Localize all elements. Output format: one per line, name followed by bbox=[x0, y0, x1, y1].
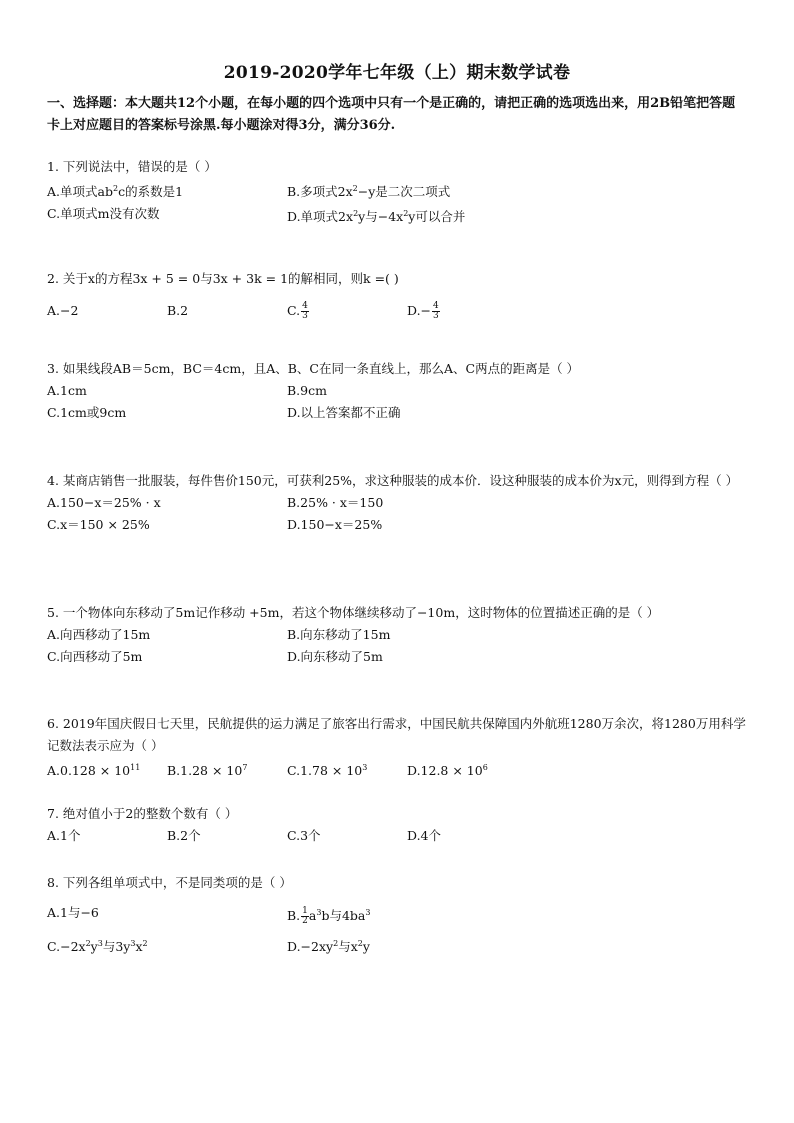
superscript: 2 bbox=[353, 209, 359, 219]
option-a bbox=[47, 757, 167, 782]
option-d bbox=[407, 300, 527, 322]
question-1-options bbox=[47, 178, 747, 228]
superscript: 3 bbox=[365, 908, 371, 917]
superscript: 2 bbox=[357, 939, 363, 949]
option-c bbox=[287, 757, 407, 782]
denominator: 2 bbox=[302, 916, 308, 927]
question-5-stem: 5. 一个物体向东移动了5m记作移动 +5m，若这个物体继续移动了−10m，这时物体的位置描述正确的是（ ） bbox=[47, 605, 660, 620]
option-d: D.150−x＝25% bbox=[287, 517, 383, 532]
question-5-options bbox=[47, 624, 747, 668]
question-8-stem: 8. 下列各组单项式中，不是同类项的是（ ） bbox=[47, 875, 292, 890]
numerator: 1 bbox=[302, 906, 308, 917]
option-c: C.1cm或9cm bbox=[47, 405, 127, 420]
question-2-stem: 2. 关于x的方程3x + 5 = 0与3x + 3k = 1的解相同，则k =( ) bbox=[47, 271, 399, 286]
text: A.0.128 × 10 bbox=[47, 763, 131, 779]
question-7-stem: 7. 绝对值小于2的整数个数有（ ） bbox=[47, 806, 238, 821]
option-c: C.x＝150 × 25% bbox=[47, 517, 150, 532]
option-c bbox=[287, 300, 407, 322]
text: D.−2xy bbox=[287, 939, 334, 955]
text: C.−2x bbox=[47, 939, 86, 955]
text: −y是二次二项式 bbox=[357, 184, 451, 200]
option-a: A.1与−6 bbox=[47, 905, 99, 920]
question-8 bbox=[47, 872, 747, 958]
text: B.1.28 × 10 bbox=[167, 763, 243, 779]
superscript: 3 bbox=[130, 939, 136, 949]
option-c: C.向西移动了5m bbox=[47, 649, 143, 664]
text: y与−4x bbox=[358, 209, 404, 225]
superscript: 3 bbox=[97, 939, 103, 949]
question-1 bbox=[47, 156, 747, 228]
option-b: B.2 bbox=[167, 303, 189, 318]
text: b与4ba bbox=[321, 908, 366, 924]
numerator: 4 bbox=[433, 301, 439, 311]
question-3-stem: 3. 如果线段AB＝5cm，BC＝4cm，且A、B、C在同一条直线上，那么A、C两点的距离是（ ） bbox=[47, 361, 580, 376]
question-4-stem: 4. 某商店销售一批服装，每件售价150元，可获利25%，求这种服装的成本价．设这种服装的成本价为x元，则得到方程（ ） bbox=[47, 473, 739, 488]
question-8-options bbox=[47, 902, 747, 958]
question-4-options bbox=[47, 492, 747, 536]
fraction bbox=[432, 302, 440, 321]
text: A.单项式ab bbox=[47, 184, 113, 200]
text: 与3y bbox=[102, 939, 131, 955]
superscript: 6 bbox=[482, 763, 488, 772]
superscript: 2 bbox=[352, 184, 358, 193]
option-d bbox=[287, 203, 707, 228]
text: B. bbox=[287, 908, 301, 924]
text: D.− bbox=[407, 303, 432, 318]
superscript: 3 bbox=[362, 763, 368, 772]
superscript: 7 bbox=[242, 763, 248, 772]
question-2-options bbox=[47, 300, 747, 322]
text: c的系数是1 bbox=[118, 184, 184, 200]
question-7 bbox=[47, 803, 747, 847]
numerator: 4 bbox=[302, 301, 308, 311]
superscript: 2 bbox=[112, 184, 119, 193]
option-d: D.向东移动了5m bbox=[287, 649, 383, 664]
text: C. bbox=[287, 303, 301, 318]
option-b: B.2个 bbox=[167, 828, 201, 843]
fraction bbox=[301, 907, 309, 926]
option-b bbox=[167, 757, 287, 782]
question-5 bbox=[47, 602, 747, 668]
option-a: A.−2 bbox=[47, 303, 79, 318]
question-7-options bbox=[47, 825, 747, 847]
denominator: 3 bbox=[302, 311, 308, 321]
text: B.多项式2x bbox=[287, 184, 353, 200]
option-b bbox=[287, 178, 707, 203]
option-d bbox=[287, 933, 707, 958]
question-3-options bbox=[47, 380, 747, 424]
text: y可以合并 bbox=[408, 209, 466, 225]
text: D.单项式2x bbox=[287, 209, 354, 225]
option-c: C.3个 bbox=[287, 828, 321, 843]
superscript: 2 bbox=[142, 939, 148, 949]
option-d: D.4个 bbox=[407, 828, 442, 843]
option-b: B.向东移动了15m bbox=[287, 627, 391, 642]
superscript: 2 bbox=[403, 209, 409, 219]
superscript: 3 bbox=[316, 908, 322, 917]
text: y bbox=[90, 939, 98, 955]
question-6 bbox=[47, 713, 747, 782]
superscript: 2 bbox=[333, 939, 339, 949]
option-a: A.1个 bbox=[47, 828, 81, 843]
question-3 bbox=[47, 358, 747, 424]
option-b bbox=[287, 902, 707, 927]
question-1-stem: 1. 下列说法中，错误的是（ ） bbox=[47, 159, 217, 174]
text: y bbox=[362, 939, 370, 955]
option-a: A.向西移动了15m bbox=[47, 627, 151, 642]
option-c bbox=[47, 933, 287, 958]
text: D.12.8 × 10 bbox=[407, 763, 483, 779]
superscript: 11 bbox=[130, 763, 141, 772]
option-d: D.以上答案都不正确 bbox=[287, 405, 401, 420]
option-c: C.单项式m没有次数 bbox=[47, 206, 160, 222]
option-d bbox=[407, 757, 527, 782]
text: x bbox=[135, 939, 143, 955]
option-a bbox=[47, 178, 287, 203]
text: 与x bbox=[338, 939, 358, 955]
question-4 bbox=[47, 470, 747, 536]
question-6-stem: 6. 2019年国庆假日七天里，民航提供的运力满足了旅客出行需求，中国民航共保障国内外航班1280万余次，将1280万用科学记数法表示应为（ ） bbox=[47, 716, 746, 753]
text: a bbox=[308, 908, 317, 924]
option-b: B.9cm bbox=[287, 383, 327, 398]
question-6-options bbox=[47, 757, 747, 782]
section-intro: 一、选择题：本大题共12个小题，在每小题的四个选项中只有一个是正确的，请把正确的选项选出来，用2B铅笔把答题卡上对应题目的答案标号涂黑.每小题涂对得3分，满分36分. bbox=[47, 96, 736, 133]
denominator: 3 bbox=[433, 311, 439, 321]
option-a: A.1cm bbox=[47, 383, 87, 398]
question-2 bbox=[47, 268, 747, 322]
exam-title: 2019-2020学年七年级（上）期末数学试卷 bbox=[223, 63, 571, 83]
superscript: 2 bbox=[85, 939, 91, 949]
fraction bbox=[301, 302, 309, 321]
option-a: A.150−x＝25% · x bbox=[47, 495, 161, 510]
option-b: B.25% · x＝150 bbox=[287, 495, 384, 510]
text: C.1.78 × 10 bbox=[287, 763, 363, 779]
